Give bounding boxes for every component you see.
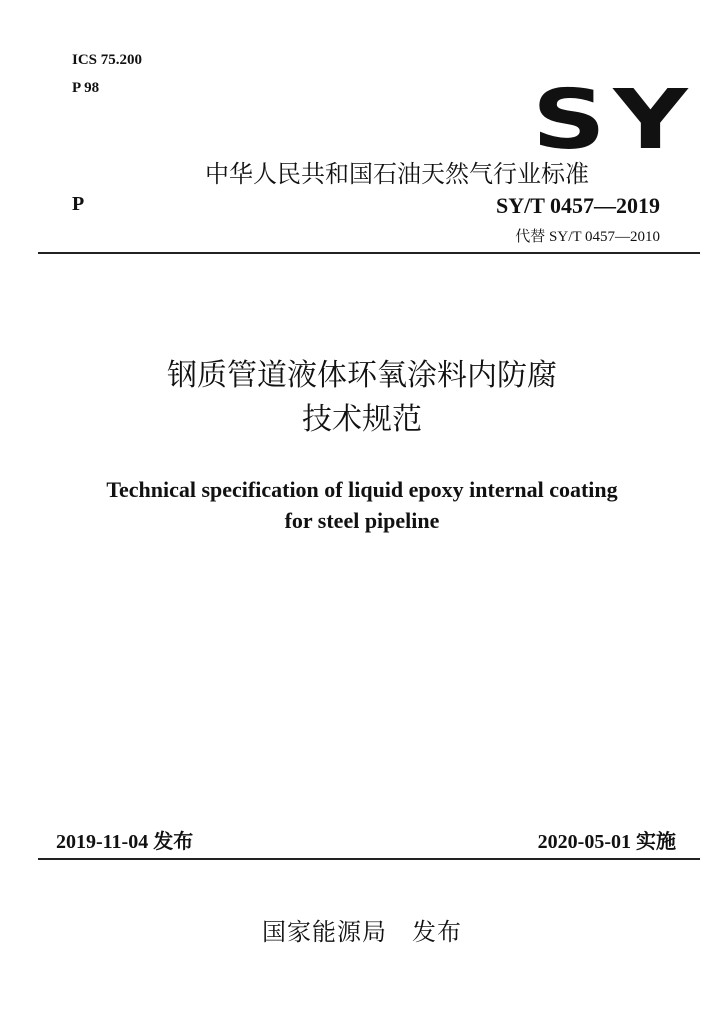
issue-date: 2019-11-04 发布	[56, 831, 194, 853]
chinese-title-line-1: 钢质管道液体环氧涂料内防腐	[167, 358, 557, 393]
top-divider	[38, 252, 700, 254]
sy-logo: SY	[532, 73, 696, 168]
industry-standard-title: 中华人民共和国石油天然气行业标准	[205, 160, 589, 188]
english-title-line-2: for steel pipeline	[284, 508, 440, 533]
ics-code: ICS 75.200	[72, 52, 143, 68]
chinese-title-line-2: 技术规范	[302, 402, 422, 437]
implementation-date: 2020-05-01 实施	[537, 831, 676, 853]
category-letter: P	[72, 193, 85, 215]
publisher: 国家能源局 发布	[262, 918, 462, 946]
bottom-divider	[38, 858, 700, 860]
english-title-line-1: Technical specification of liquid epoxy internal coating	[106, 477, 618, 502]
p-code: P 98	[72, 80, 100, 96]
replaces-standard: 代替 SY/T 0457—2010	[515, 229, 660, 245]
standard-number: SY/T 0457—2019	[495, 193, 660, 218]
